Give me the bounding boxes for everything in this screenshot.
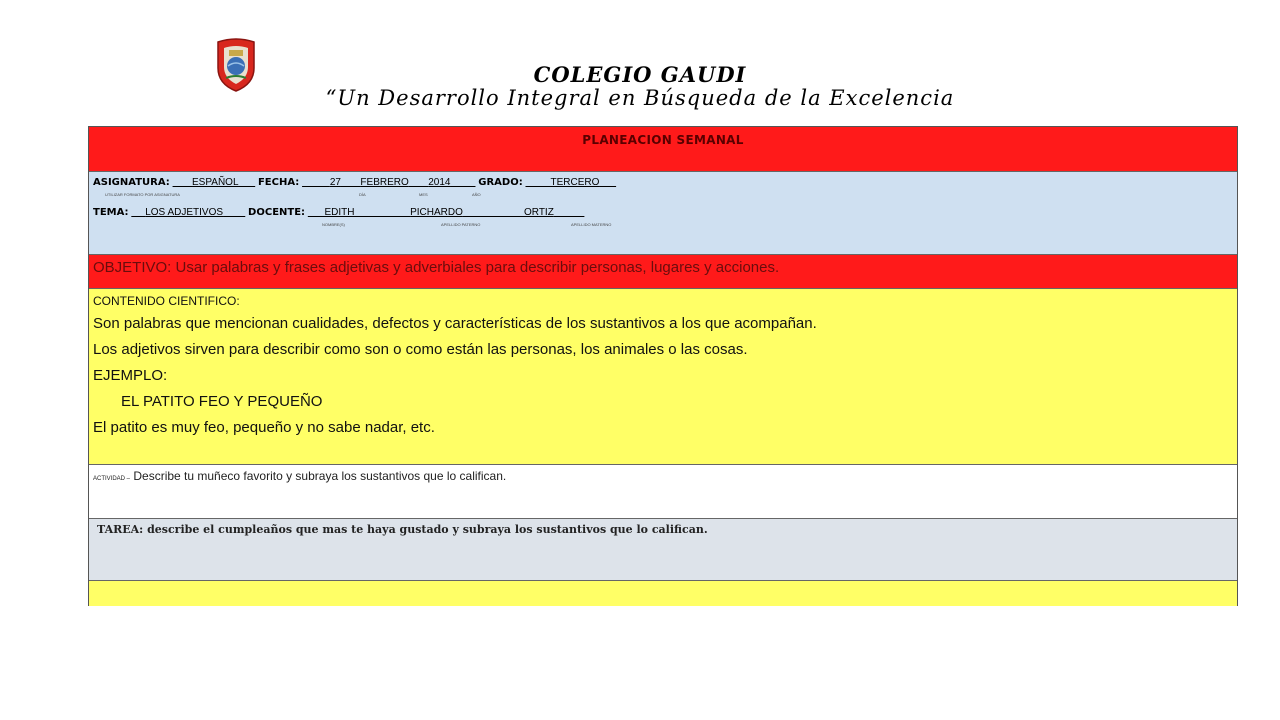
docente-nombre: EDITH xyxy=(324,207,355,218)
fecha-anio: 2014 xyxy=(428,177,451,188)
contenido-line: EJEMPLO: xyxy=(93,367,168,384)
contenido-line: Los adjetivos sirven para describir como son o como están las personas, los animales o las cosas. xyxy=(93,341,748,358)
hint-dia: DÍA xyxy=(359,192,366,197)
tema-value: LOS ADJETIVOS xyxy=(145,207,224,218)
hint-mes: MES xyxy=(419,192,428,197)
info-line-2 xyxy=(93,207,584,218)
hint-anio: AÑO xyxy=(472,192,481,197)
fecha-dia: 27 xyxy=(329,177,341,188)
docente-paterno: PICHARDO xyxy=(410,207,463,218)
hint-paterno: APELLIDO PATERNO xyxy=(441,222,481,227)
tarea-row xyxy=(89,519,1237,581)
actividad-label: ACTIVIDAD – xyxy=(93,476,131,482)
objetivo-text: OBJETIVO: Usar palabras y frases adjetivas y adverbiales para describir personas, lugares y acciones. xyxy=(93,259,780,276)
plan-info-row xyxy=(89,172,1237,255)
school-name: COLEGIO GAUDI xyxy=(533,62,747,87)
info-line-1 xyxy=(93,177,616,188)
asignatura-value: ESPAÑOL xyxy=(192,177,239,188)
tarea-text: TAREA: describe el cumpleaños que mas te haya gustado y subraya los sustantivos que lo califican. xyxy=(97,523,708,536)
hint-nombre: NOMBRE(S) xyxy=(322,222,345,227)
actividad-row xyxy=(89,465,1237,519)
weekly-plan-table xyxy=(88,126,1238,606)
contenido-example: EL PATITO FEO Y PEQUEÑO xyxy=(121,393,323,410)
contenido-label: CONTENIDO CIENTIFICO: xyxy=(93,294,240,308)
tema-label: TEMA: xyxy=(93,207,129,218)
hint-asignatura: UTILIZAR FORMATO POR ASIGNATURA xyxy=(105,192,180,197)
fecha-mes: FEBRERO xyxy=(360,177,409,188)
grado-value: TERCERO xyxy=(550,177,600,188)
docente-label: DOCENTE: xyxy=(248,207,306,218)
plan-title-row xyxy=(89,127,1237,172)
objetivo-row xyxy=(89,255,1237,289)
contenido-line: El patito es muy feo, pequeño y no sabe nadar, etc. xyxy=(93,419,435,436)
fecha-label: FECHA: xyxy=(257,177,300,188)
docente-materno: ORTIZ xyxy=(524,207,554,218)
contenido-line: Son palabras que mencionan cualidades, defectos y características de los sustantivos a los que acompañan. xyxy=(93,315,817,332)
plan-title: PLANEACION SEMANAL xyxy=(582,133,744,147)
asignatura-label: ASIGNATURA: xyxy=(93,177,170,188)
grado-label: GRADO: xyxy=(478,177,523,188)
contenido-row xyxy=(89,289,1237,465)
footer-band xyxy=(89,581,1237,606)
school-motto: “Un Desarrollo Integral en Búsqueda de la Excelencia xyxy=(325,86,955,110)
actividad-text: Describe tu muñeco favorito y subraya los sustantivos que lo califican. xyxy=(133,469,507,483)
hint-materno: APELLIDO MATERNO xyxy=(571,222,612,227)
